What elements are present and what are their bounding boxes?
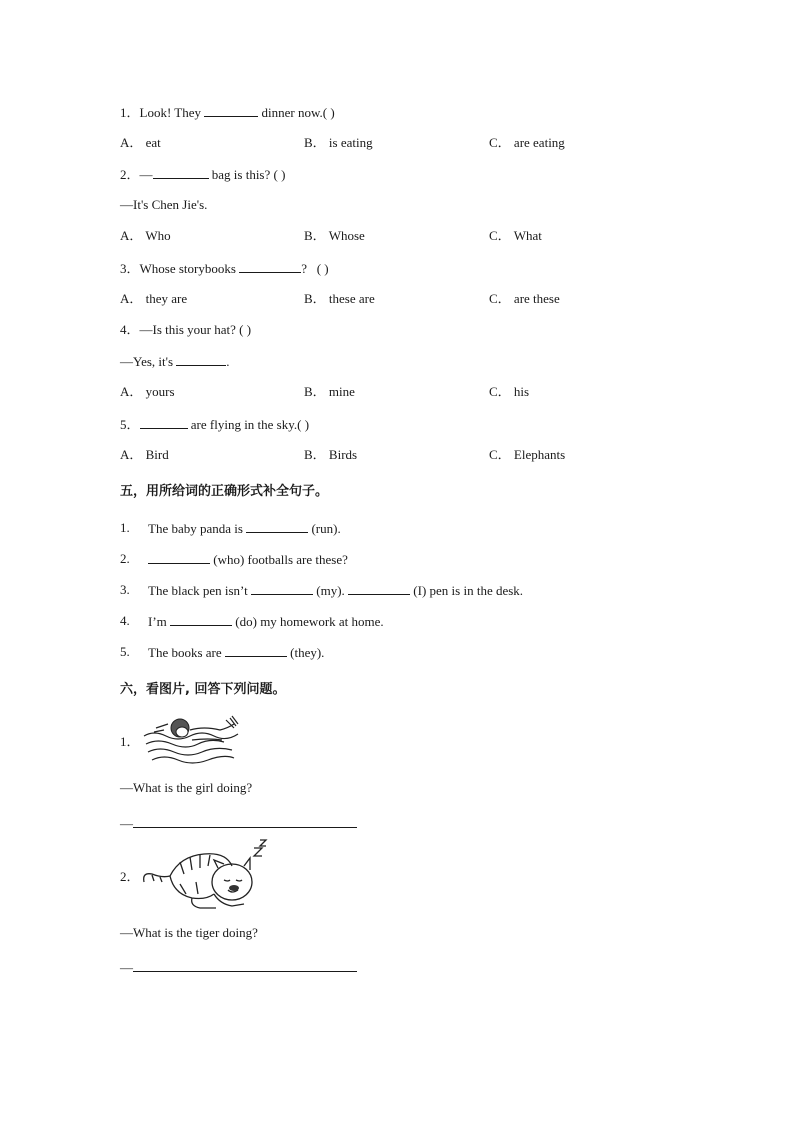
answer-blank[interactable] xyxy=(153,166,209,179)
fill-sentence-5: The books are (they). xyxy=(148,645,325,660)
option-c[interactable]: C． are these xyxy=(489,291,560,306)
answer-line-2: — xyxy=(120,959,357,976)
answer-blank[interactable] xyxy=(225,644,287,657)
item-number: 3. xyxy=(120,582,130,597)
answer-parentheses[interactable]: ( ) xyxy=(322,105,335,120)
question-2-reply: —It's Chen Jie's. xyxy=(120,197,208,212)
option-a[interactable]: A． Bird xyxy=(120,447,169,462)
item-number: 1. xyxy=(120,520,130,535)
answer-parentheses[interactable]: ( ) xyxy=(273,167,286,182)
answer-blank[interactable] xyxy=(239,260,301,273)
answer-blank[interactable] xyxy=(246,520,308,533)
fill-sentence-1: The baby panda is (run). xyxy=(148,521,341,536)
fill-sentence-4: I’m (do) my homework at home. xyxy=(148,614,384,629)
option-b[interactable]: B． is eating xyxy=(304,135,373,150)
section-5-title: 五，用所给词的正确形式补全句子。 xyxy=(120,484,329,499)
question-4 xyxy=(120,322,251,338)
question-text: — xyxy=(139,167,153,182)
question-text: —Is this your hat? xyxy=(139,322,236,337)
option-b[interactable]: B． these are xyxy=(304,291,375,306)
option-c[interactable]: C． Elephants xyxy=(489,447,566,462)
option-a[interactable]: A． eat xyxy=(120,135,161,150)
option-a[interactable]: A． Who xyxy=(120,228,171,243)
question-1 xyxy=(120,104,335,121)
question-number: 2． xyxy=(120,167,140,182)
fill-sentence-3: The black pen isn’t (my). (I) pen is in the desk. xyxy=(148,583,524,598)
question-text: are flying in the sky. xyxy=(187,417,298,432)
question-2 xyxy=(120,166,285,183)
question-number: 3． xyxy=(120,261,140,276)
answer-blank[interactable] xyxy=(133,959,357,972)
question-text: dinner now. xyxy=(258,105,323,120)
answer-blank[interactable] xyxy=(140,416,188,429)
swimming-girl-image xyxy=(142,710,240,766)
picture-question-number: 2． xyxy=(120,869,140,884)
item-number: 4. xyxy=(120,613,130,628)
question-5 xyxy=(120,416,309,433)
question-number: 5． xyxy=(120,417,140,432)
question-4-reply: —Yes, it's . xyxy=(120,354,230,369)
picture-question-1: —What is the girl doing? xyxy=(120,780,253,795)
answer-blank[interactable] xyxy=(204,104,258,117)
answer-line-1: — xyxy=(120,815,357,832)
question-text: bag is this? xyxy=(208,167,271,182)
answer-blank[interactable] xyxy=(133,815,357,828)
option-c[interactable]: C． What xyxy=(489,228,542,243)
option-b[interactable]: B． Whose xyxy=(304,228,365,243)
question-text: ? xyxy=(301,261,307,276)
section-6-title: 六，看图片, 回答下列问题。 xyxy=(120,682,286,697)
answer-blank[interactable] xyxy=(348,582,410,595)
answer-blank[interactable] xyxy=(251,582,313,595)
option-a[interactable]: A． yours xyxy=(120,384,175,399)
fill-sentence-2: (who) footballs are these? xyxy=(148,551,348,568)
item-number: 2. xyxy=(120,551,130,566)
question-3 xyxy=(120,260,329,277)
picture-question-2: —What is the tiger doing? xyxy=(120,925,258,940)
question-number: 1． xyxy=(120,105,140,120)
question-text: Whose storybooks xyxy=(139,261,240,276)
option-b[interactable]: B． mine xyxy=(304,384,355,399)
question-text: Look! They xyxy=(139,105,205,120)
option-b[interactable]: B． Birds xyxy=(304,447,358,462)
item-number: 5. xyxy=(120,644,130,659)
question-number: 4． xyxy=(120,322,140,337)
option-c[interactable]: C． are eating xyxy=(489,135,565,150)
option-c[interactable]: C． his xyxy=(489,384,530,399)
option-a[interactable]: A． they are xyxy=(120,291,188,306)
answer-blank[interactable] xyxy=(148,551,210,564)
answer-blank[interactable] xyxy=(170,613,232,626)
answer-blank[interactable] xyxy=(176,353,226,366)
picture-question-number: 1． xyxy=(120,734,140,749)
answer-parentheses[interactable]: ( ) xyxy=(316,261,329,276)
answer-parentheses[interactable]: ( ) xyxy=(239,322,252,337)
answer-parentheses[interactable]: ( ) xyxy=(297,417,310,432)
sleeping-tiger-image xyxy=(140,838,272,912)
